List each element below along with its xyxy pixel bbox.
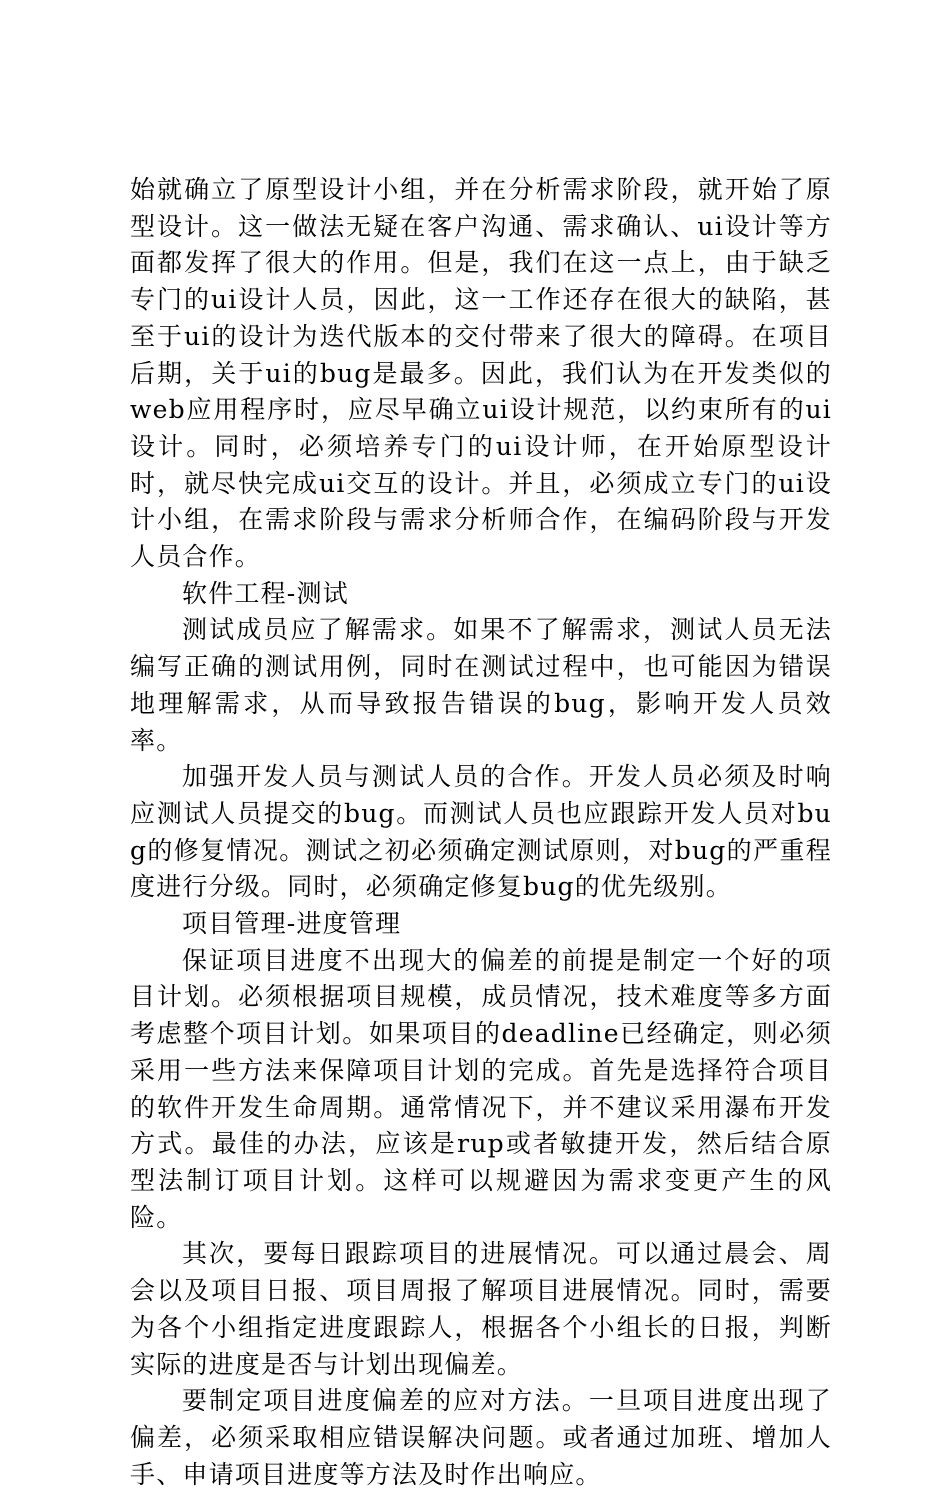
section-heading-testing: 软件工程-测试 <box>182 578 349 608</box>
paragraph-ui-design: 始就确立了原型设计小组，并在分析需求阶段，就开始了原型设计。这一做法无疑在客户沟通、需求确认、ui设计等方面都发挥了很大的作用。但是，我们在这一点上，由于缺乏专门的ui设计人员，因此，这一工作还存在很大的缺陷，甚至于ui的设计为迭代版本的交付带来了很大的障碍。在项目后期，关于ui的bug是最多。因此，我们认为在开发类似的web应用程序时，应尽早确立ui设计规范，以约束所有的ui设计。同时，必须培养专门的ui设计师，在开始原型设计时，就尽快完成ui交互的设计。并且，必须成立专门的ui设计小组，在需求阶段与需求分析师合作，在编码阶段与开发人员合作。 <box>130 175 832 572</box>
document-page <box>130 172 832 1493</box>
paragraph-schedule-tracking: 其次，要每日跟踪项目的进展情况。可以通过晨会、周会以及项目日报、项目周报了解项目进展情况。同时，需要为各个小组指定进度跟踪人，根据各个小组长的日报，判断实际的进度是否与计划出现偏差。 <box>130 1239 832 1379</box>
paragraph-testing-cooperation: 加强开发人员与测试人员的合作。开发人员必须及时响应测试人员提交的bug。而测试人员也应跟踪开发人员对bug的修复情况。测试之初必须确定测试原则，对bug的严重程度进行分级。同时，必须确定修复bug的优先级别。 <box>130 762 832 902</box>
paragraph-schedule-plan: 保证项目进度不出现大的偏差的前提是制定一个好的项目计划。必须根据项目规模，成员情况，技术难度等多方面考虑整个项目计划。如果项目的deadline已经确定，则必须采用一些方法来保障项目计划的完成。首先是选择符合项目的软件开发生命周期。通常情况下，并不建议采用瀑布开发方式。最佳的办法，应该是rup或者敏捷开发，然后结合原型法制订项目计划。这样可以规避因为需求变更产生的风险。 <box>130 945 832 1232</box>
section-heading-schedule: 项目管理-进度管理 <box>182 909 402 939</box>
paragraph-testing-requirements: 测试成员应了解需求。如果不了解需求，测试人员无法编写正确的测试用例，同时在测试过程中，也可能因为错误地理解需求，从而导致报告错误的bug，影响开发人员效率。 <box>130 615 832 755</box>
paragraph-schedule-deviation: 要制定项目进度偏差的应对方法。一旦项目进度出现了偏差，必须采取相应错误解决问题。或者通过加班、增加人手、申请项目进度等方法及时作出响应。 <box>130 1386 832 1489</box>
